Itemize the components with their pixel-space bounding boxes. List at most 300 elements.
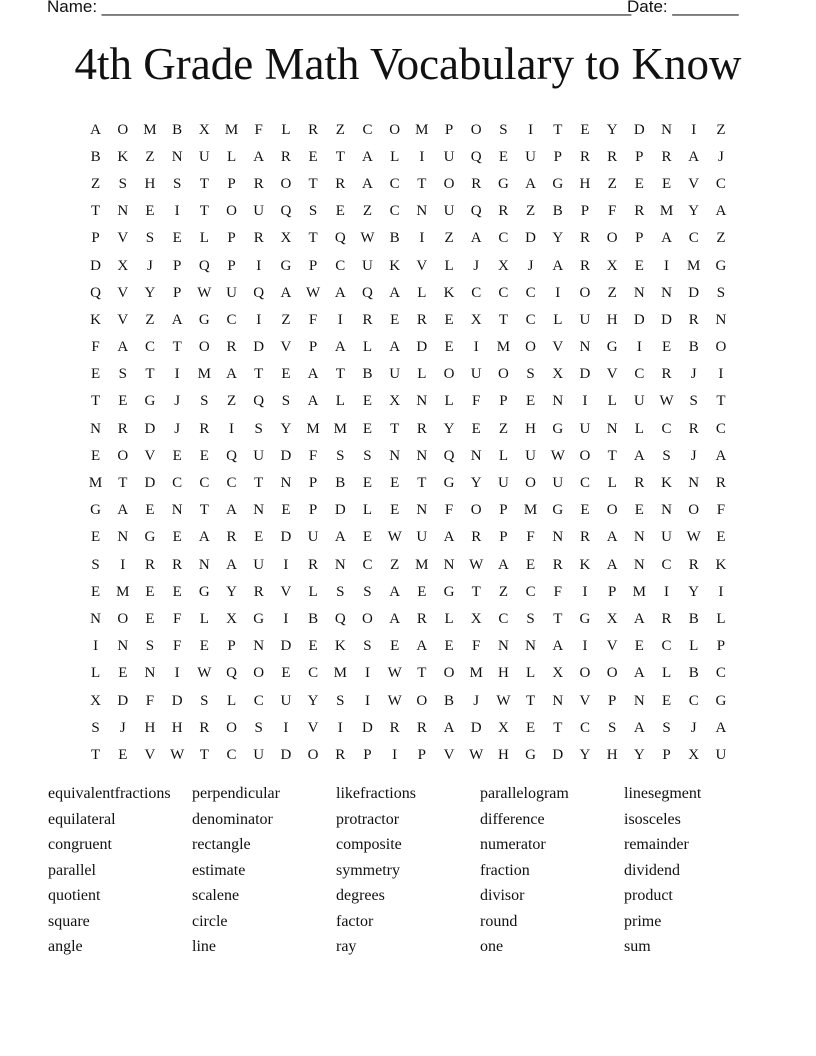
grid-letter[interactable]: D [280, 746, 292, 763]
grid-letter[interactable]: N [198, 556, 210, 573]
grid-letter[interactable]: R [579, 230, 590, 247]
grid-letter[interactable]: A [416, 638, 428, 655]
grid-letter[interactable]: U [715, 746, 727, 763]
grid-letter[interactable]: O [416, 692, 428, 709]
grid-letter[interactable]: S [363, 583, 372, 600]
grid-letter[interactable]: E [634, 257, 644, 274]
grid-letter[interactable]: J [527, 257, 534, 274]
grid-letter[interactable]: L [281, 121, 291, 138]
grid-letter[interactable]: E [634, 638, 644, 655]
grid-letter[interactable]: C [226, 746, 237, 763]
grid-letter[interactable]: E [498, 148, 508, 165]
grid-letter[interactable]: E [335, 203, 345, 220]
grid-letter[interactable]: K [117, 148, 129, 165]
grid-letter[interactable]: E [634, 175, 644, 192]
grid-letter[interactable]: K [579, 556, 591, 573]
grid-letter[interactable]: O [117, 447, 129, 464]
grid-letter[interactable]: B [688, 339, 699, 356]
grid-letter[interactable]: L [498, 447, 508, 464]
grid-letter[interactable]: E [118, 393, 128, 410]
grid-letter[interactable]: Q [198, 257, 210, 274]
grid-letter[interactable]: K [715, 556, 727, 573]
grid-letter[interactable]: M [197, 366, 212, 383]
grid-letter[interactable]: P [227, 230, 236, 247]
grid-letter[interactable]: O [443, 175, 455, 192]
grid-letter[interactable]: V [117, 311, 129, 328]
grid-letter[interactable]: Y [688, 203, 700, 220]
grid-letter[interactable]: G [497, 175, 509, 192]
grid-letter[interactable]: P [308, 339, 318, 356]
grid-letter[interactable]: X [389, 393, 401, 410]
grid-letter[interactable]: P [607, 692, 617, 709]
grid-letter[interactable]: W [550, 447, 565, 464]
grid-letter[interactable]: Z [716, 230, 726, 247]
grid-letter[interactable]: F [145, 692, 155, 709]
grid-letter[interactable]: N [579, 339, 591, 356]
grid-letter[interactable]: U [443, 148, 455, 165]
grid-letter[interactable]: X [497, 719, 509, 736]
grid-letter[interactable]: A [443, 719, 455, 736]
grid-letter[interactable]: C [199, 475, 210, 492]
grid-letter[interactable]: I [283, 556, 289, 573]
grid-letter[interactable]: A [552, 638, 564, 655]
grid-letter[interactable]: O [443, 665, 455, 682]
grid-letter[interactable]: M [523, 502, 538, 519]
grid-letter[interactable]: S [145, 230, 155, 247]
grid-letter[interactable]: A [606, 556, 618, 573]
grid-letter[interactable]: A [226, 366, 237, 383]
grid-letter[interactable]: C [389, 175, 400, 192]
grid-letter[interactable]: O [579, 447, 591, 464]
grid-letter[interactable]: S [336, 447, 345, 464]
grid-letter[interactable]: O [688, 502, 700, 519]
grid-letter[interactable]: N [661, 284, 672, 301]
grid-letter[interactable]: I [419, 148, 425, 165]
grid-letter[interactable]: U [497, 475, 509, 492]
grid-letter[interactable]: U [307, 529, 319, 546]
grid-letter[interactable]: W [170, 746, 185, 763]
grid-letter[interactable]: F [254, 121, 263, 138]
grid-letter[interactable]: S [363, 638, 372, 655]
grid-letter[interactable]: F [308, 311, 318, 328]
grid-letter[interactable]: E [281, 366, 291, 383]
grid-letter[interactable]: I [120, 556, 126, 573]
grid-letter[interactable]: V [307, 719, 319, 736]
grid-letter[interactable]: E [661, 175, 672, 192]
grid-letter[interactable]: I [555, 284, 561, 301]
grid-letter[interactable]: O [280, 175, 292, 192]
grid-letter[interactable]: U [525, 148, 537, 165]
grid-letter[interactable]: E [145, 502, 155, 519]
grid-letter[interactable]: U [470, 366, 482, 383]
grid-letter[interactable]: E [417, 583, 427, 600]
grid-letter[interactable]: L [335, 393, 345, 410]
grid-letter[interactable]: R [416, 420, 427, 437]
grid-letter[interactable]: I [392, 746, 398, 763]
grid-letter[interactable]: J [147, 257, 153, 274]
grid-letter[interactable]: Y [688, 583, 700, 600]
grid-letter[interactable]: U [362, 257, 373, 274]
grid-letter[interactable]: O [389, 121, 401, 138]
grid-letter[interactable]: N [117, 638, 129, 655]
grid-letter[interactable]: D [688, 284, 700, 301]
grid-letter[interactable]: T [471, 583, 481, 600]
grid-letter[interactable]: A [525, 175, 537, 192]
grid-letter[interactable]: U [253, 203, 265, 220]
grid-letter[interactable]: H [606, 311, 618, 328]
grid-letter[interactable]: B [362, 366, 373, 383]
grid-letter[interactable]: A [334, 339, 346, 356]
grid-letter[interactable]: R [308, 556, 319, 573]
grid-letter[interactable]: N [334, 556, 346, 573]
grid-letter[interactable]: A [633, 610, 645, 627]
grid-letter[interactable]: R [416, 610, 427, 627]
grid-letter[interactable]: E [390, 311, 400, 328]
grid-letter[interactable]: T [308, 230, 318, 247]
grid-letter[interactable]: R [172, 556, 183, 573]
grid-letter[interactable]: L [607, 475, 617, 492]
grid-letter[interactable]: I [337, 719, 343, 736]
grid-letter[interactable]: S [91, 719, 100, 736]
grid-letter[interactable]: A [334, 284, 346, 301]
grid-letter[interactable]: I [256, 257, 262, 274]
grid-letter[interactable]: I [229, 420, 235, 437]
grid-letter[interactable]: S [200, 692, 209, 709]
grid-letter[interactable]: E [199, 638, 209, 655]
grid-letter[interactable]: T [335, 148, 345, 165]
grid-letter[interactable]: W [360, 230, 375, 247]
grid-letter[interactable]: L [444, 610, 454, 627]
grid-letter[interactable]: H [525, 420, 537, 437]
grid-letter[interactable]: C [688, 692, 699, 709]
grid-letter[interactable]: L [362, 502, 373, 519]
grid-letter[interactable]: J [473, 257, 480, 274]
grid-letter[interactable]: P [308, 475, 318, 492]
grid-letter[interactable]: W [686, 529, 701, 546]
grid-letter[interactable]: A [470, 230, 482, 247]
grid-letter[interactable]: M [632, 583, 647, 600]
grid-letter[interactable]: M [469, 665, 483, 682]
grid-letter[interactable]: D [90, 257, 102, 274]
grid-letter[interactable]: I [174, 366, 180, 383]
grid-letter[interactable]: O [117, 121, 129, 138]
grid-letter[interactable]: N [661, 502, 672, 519]
grid-letter[interactable]: M [415, 556, 429, 573]
grid-letter[interactable]: C [579, 475, 590, 492]
grid-letter[interactable]: U [198, 148, 210, 165]
grid-letter[interactable]: P [91, 230, 100, 247]
grid-letter[interactable]: Z [716, 121, 726, 138]
grid-letter[interactable]: O [307, 746, 319, 763]
grid-letter[interactable]: Y [443, 420, 455, 437]
grid-letter[interactable]: Z [91, 175, 101, 192]
grid-letter[interactable]: Z [145, 148, 155, 165]
grid-letter[interactable]: Q [362, 284, 373, 301]
grid-letter[interactable]: A [633, 719, 645, 736]
grid-letter[interactable]: U [633, 393, 645, 410]
grid-letter[interactable]: I [256, 311, 262, 328]
grid-letter[interactable]: E [634, 502, 644, 519]
grid-letter[interactable]: Z [335, 121, 345, 138]
grid-letter[interactable]: R [471, 175, 482, 192]
grid-letter[interactable]: P [227, 638, 236, 655]
grid-letter[interactable]: F [472, 638, 481, 655]
grid-letter[interactable]: W [387, 692, 402, 709]
grid-letter[interactable]: P [227, 257, 236, 274]
grid-letter[interactable]: F [553, 583, 562, 600]
grid-letter[interactable]: P [635, 148, 644, 165]
grid-letter[interactable]: E [308, 148, 318, 165]
grid-letter[interactable]: Q [443, 447, 455, 464]
grid-letter[interactable]: O [443, 366, 455, 383]
grid-letter[interactable]: T [390, 420, 400, 437]
grid-letter[interactable]: V [443, 746, 455, 763]
grid-letter[interactable]: E [444, 339, 454, 356]
grid-letter[interactable]: U [389, 366, 401, 383]
grid-letter[interactable]: J [690, 366, 697, 383]
grid-letter[interactable]: E [362, 420, 373, 437]
grid-letter[interactable]: M [659, 203, 674, 220]
grid-letter[interactable]: M [415, 121, 429, 138]
grid-letter[interactable]: S [308, 203, 318, 220]
grid-letter[interactable]: T [199, 746, 209, 763]
grid-letter[interactable]: I [582, 583, 588, 600]
grid-letter[interactable]: R [471, 529, 482, 546]
grid-letter[interactable]: A [117, 339, 129, 356]
grid-letter[interactable]: N [171, 148, 183, 165]
grid-letter[interactable]: L [553, 311, 563, 328]
grid-letter[interactable]: J [690, 719, 697, 736]
grid-letter[interactable]: X [470, 610, 482, 627]
grid-letter[interactable]: W [496, 692, 511, 709]
grid-letter[interactable]: E [91, 529, 101, 546]
grid-letter[interactable]: X [280, 230, 292, 247]
grid-letter[interactable]: R [688, 556, 699, 573]
grid-letter[interactable]: F [607, 203, 617, 220]
grid-letter[interactable]: V [688, 175, 700, 192]
grid-letter[interactable]: A [633, 447, 645, 464]
grid-letter[interactable]: P [716, 638, 726, 655]
grid-letter[interactable]: I [174, 203, 180, 220]
grid-letter[interactable]: L [689, 638, 699, 655]
grid-letter[interactable]: R [661, 366, 672, 383]
grid-letter[interactable]: R [144, 556, 155, 573]
grid-letter[interactable]: X [552, 665, 564, 682]
grid-letter[interactable]: L [226, 692, 237, 709]
grid-letter[interactable]: A [226, 502, 237, 519]
grid-letter[interactable]: Y [307, 692, 319, 709]
grid-letter[interactable]: R [498, 203, 509, 220]
grid-letter[interactable]: T [172, 339, 182, 356]
grid-letter[interactable]: W [197, 665, 212, 682]
grid-letter[interactable]: I [473, 339, 479, 356]
grid-letter[interactable]: A [334, 529, 346, 546]
grid-letter[interactable]: R [607, 148, 618, 165]
grid-letter[interactable]: S [607, 719, 617, 736]
grid-letter[interactable]: B [389, 230, 400, 247]
grid-letter[interactable]: N [90, 610, 102, 627]
grid-letter[interactable]: W [469, 746, 484, 763]
grid-letter[interactable]: D [633, 311, 645, 328]
grid-letter[interactable]: C [634, 366, 645, 383]
grid-letter[interactable]: O [579, 284, 591, 301]
grid-letter[interactable]: R [199, 719, 210, 736]
grid-letter[interactable]: D [253, 339, 265, 356]
grid-letter[interactable]: Y [144, 284, 156, 301]
grid-letter[interactable]: I [364, 665, 370, 682]
grid-letter[interactable]: C [661, 556, 672, 573]
grid-letter[interactable]: K [389, 257, 401, 274]
grid-letter[interactable]: X [552, 366, 564, 383]
grid-letter[interactable]: F [444, 502, 454, 519]
grid-letter[interactable]: L [199, 610, 209, 627]
grid-letter[interactable]: Q [226, 447, 237, 464]
grid-letter[interactable]: M [88, 475, 103, 492]
grid-letter[interactable]: S [200, 393, 209, 410]
grid-letter[interactable]: M [306, 420, 320, 437]
grid-letter[interactable]: C [715, 175, 726, 192]
grid-letter[interactable]: U [253, 746, 265, 763]
grid-letter[interactable]: A [226, 556, 237, 573]
grid-letter[interactable]: A [606, 529, 618, 546]
grid-letter[interactable]: T [417, 475, 427, 492]
grid-letter[interactable]: N [389, 447, 401, 464]
grid-letter[interactable]: O [579, 665, 591, 682]
grid-letter[interactable]: H [144, 175, 156, 192]
grid-letter[interactable]: T [716, 393, 726, 410]
grid-letter[interactable]: A [552, 257, 564, 274]
grid-letter[interactable]: P [662, 746, 671, 763]
grid-letter[interactable]: M [333, 420, 347, 437]
grid-letter[interactable]: Y [280, 420, 292, 437]
grid-letter[interactable]: A [715, 719, 727, 736]
grid-letter[interactable]: E [444, 311, 454, 328]
grid-letter[interactable]: N [633, 529, 645, 546]
grid-letter[interactable]: A [307, 393, 319, 410]
grid-letter[interactable]: E [91, 583, 101, 600]
grid-letter[interactable]: E [281, 502, 291, 519]
grid-letter[interactable]: A [198, 529, 210, 546]
grid-letter[interactable]: G [198, 583, 210, 600]
grid-letter[interactable]: Z [362, 203, 373, 220]
grid-letter[interactable]: S [689, 393, 698, 410]
grid-letter[interactable]: J [174, 420, 181, 437]
grid-letter[interactable]: Z [607, 175, 617, 192]
grid-letter[interactable]: W [659, 393, 674, 410]
grid-letter[interactable]: G [443, 583, 455, 600]
grid-letter[interactable]: K [443, 284, 455, 301]
grid-letter[interactable]: A [117, 502, 129, 519]
grid-letter[interactable]: N [443, 556, 455, 573]
grid-letter[interactable]: M [143, 121, 157, 138]
grid-letter[interactable]: V [606, 638, 618, 655]
grid-letter[interactable]: C [498, 230, 509, 247]
grid-letter[interactable]: N [633, 692, 645, 709]
grid-letter[interactable]: U [280, 692, 292, 709]
grid-letter[interactable]: R [308, 121, 319, 138]
grid-letter[interactable]: G [198, 311, 210, 328]
grid-letter[interactable]: A [443, 529, 455, 546]
grid-letter[interactable]: E [118, 746, 128, 763]
grid-letter[interactable]: E [526, 393, 536, 410]
grid-letter[interactable]: R [661, 610, 672, 627]
grid-letter[interactable]: U [253, 447, 265, 464]
grid-letter[interactable]: B [688, 610, 699, 627]
grid-letter[interactable]: G [579, 610, 591, 627]
grid-letter[interactable]: P [553, 148, 562, 165]
grid-letter[interactable]: N [253, 638, 265, 655]
grid-letter[interactable]: F [172, 610, 182, 627]
grid-letter[interactable]: P [499, 529, 508, 546]
grid-letter[interactable]: N [633, 284, 645, 301]
grid-letter[interactable]: L [199, 230, 209, 247]
grid-letter[interactable]: E [172, 529, 182, 546]
grid-letter[interactable]: E [199, 447, 209, 464]
grid-letter[interactable]: R [253, 230, 264, 247]
grid-letter[interactable]: N [117, 529, 129, 546]
grid-letter[interactable]: X [688, 746, 700, 763]
grid-letter[interactable]: J [119, 719, 126, 736]
grid-letter[interactable]: I [664, 583, 670, 600]
grid-letter[interactable]: G [144, 529, 156, 546]
grid-letter[interactable]: F [308, 447, 318, 464]
grid-letter[interactable]: R [253, 175, 264, 192]
grid-letter[interactable]: A [497, 556, 509, 573]
grid-letter[interactable]: E [390, 475, 400, 492]
grid-letter[interactable]: J [690, 447, 697, 464]
grid-letter[interactable]: L [661, 665, 672, 682]
grid-letter[interactable]: T [607, 447, 617, 464]
grid-letter[interactable]: B [552, 203, 563, 220]
grid-letter[interactable]: N [633, 556, 645, 573]
grid-letter[interactable]: N [144, 665, 156, 682]
grid-letter[interactable]: A [90, 121, 102, 138]
grid-letter[interactable]: D [280, 638, 292, 655]
grid-letter[interactable]: F [91, 339, 100, 356]
grid-letter[interactable]: M [116, 583, 130, 600]
grid-letter[interactable]: C [335, 257, 346, 274]
grid-letter[interactable]: T [308, 175, 318, 192]
grid-letter[interactable]: P [227, 175, 236, 192]
grid-letter[interactable]: C [226, 311, 237, 328]
grid-letter[interactable]: R [280, 148, 291, 165]
grid-letter[interactable]: S [254, 420, 263, 437]
grid-letter[interactable]: G [552, 420, 564, 437]
grid-letter[interactable]: U [443, 203, 455, 220]
grid-letter[interactable]: T [526, 692, 536, 709]
grid-letter[interactable]: E [145, 203, 155, 220]
grid-letter[interactable]: I [528, 121, 534, 138]
grid-letter[interactable]: S [716, 284, 726, 301]
grid-letter[interactable]: P [417, 746, 427, 763]
grid-letter[interactable]: O [606, 230, 618, 247]
grid-letter[interactable]: U [552, 475, 564, 492]
grid-letter[interactable]: Q [334, 610, 346, 627]
grid-letter[interactable]: R [579, 148, 590, 165]
grid-letter[interactable]: V [280, 339, 292, 356]
grid-letter[interactable]: A [661, 230, 672, 247]
grid-letter[interactable]: C [144, 339, 155, 356]
grid-letter[interactable]: L [362, 339, 373, 356]
grid-letter[interactable]: O [470, 502, 482, 519]
grid-letter[interactable]: L [390, 148, 400, 165]
grid-letter[interactable]: C [498, 284, 509, 301]
grid-letter[interactable]: P [172, 257, 182, 274]
grid-letter[interactable]: W [387, 665, 402, 682]
grid-letter[interactable]: Y [606, 121, 618, 138]
grid-letter[interactable]: C [498, 610, 509, 627]
grid-letter[interactable]: Q [253, 393, 265, 410]
